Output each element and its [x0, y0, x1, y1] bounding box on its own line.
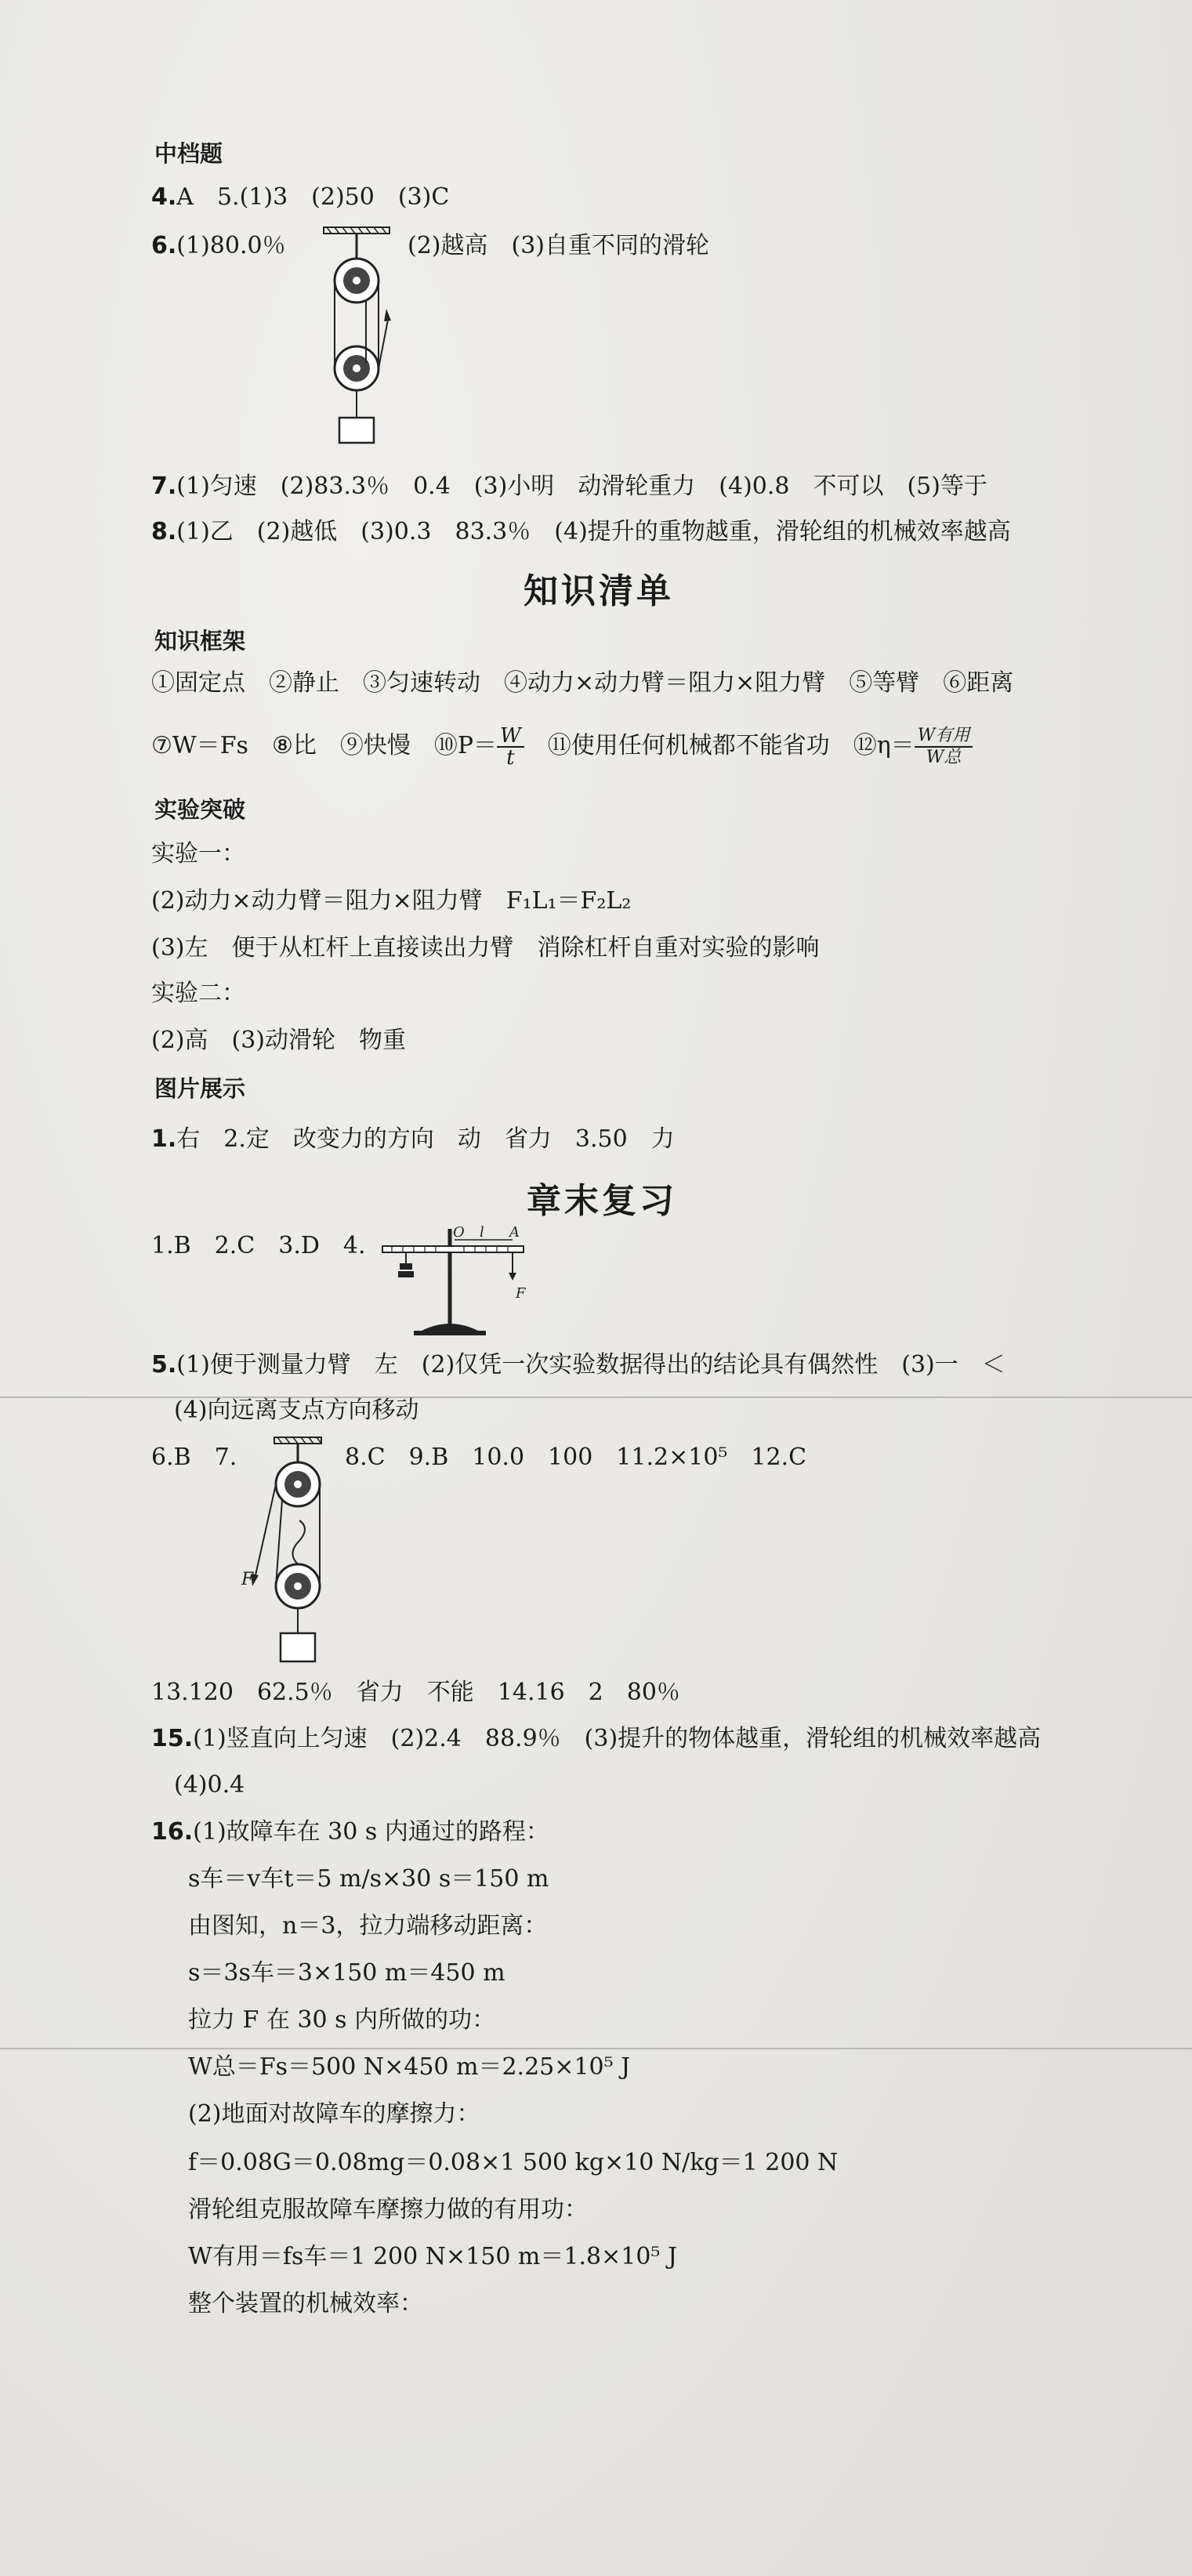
- efficiency-fraction: [915, 726, 973, 768]
- section-heading-mid: 中档题: [154, 140, 223, 167]
- solution-line: s车＝v车t＝5 m/s×30 s＝150 m: [188, 1865, 549, 1893]
- solution-line: 拉力 F 在 30 s 内所做的功：: [188, 2006, 496, 2034]
- experiment-2-line-a: (2)高 (3)动滑轮 物重: [151, 1027, 406, 1054]
- experiment-2-label: 实验二：: [151, 980, 245, 1007]
- picture-answers: [151, 1124, 675, 1155]
- experiment-1-line-a: (2)动力×动力臂＝阻力×阻力臂 F₁L₁＝F₂L₂: [151, 887, 632, 915]
- label-a: A: [509, 1224, 520, 1241]
- answer-text: (1)竖直向上匀速 (2)2.4 88.9％ (3)提升的物体越重，滑轮组的机械效率越高: [193, 1725, 1042, 1752]
- experiment-1-line-b: (3)左 便于从杠杆上直接读出力臂 消除杠杆自重对实验的影响: [151, 934, 820, 962]
- answer-line-q5-cont: (4)向远离支点方向移动: [174, 1397, 419, 1424]
- solution-line: W总＝Fs＝500 N×450 m＝2.25×10⁵ J: [188, 2053, 631, 2081]
- question-number: 15.: [151, 1725, 194, 1752]
- question-number: 6.: [151, 232, 177, 259]
- label-f: F: [241, 1570, 254, 1589]
- solution-line: s＝3s车＝3×150 m＝450 m: [188, 1959, 505, 1987]
- label-l: l: [480, 1224, 484, 1241]
- fraction-denominator: t: [506, 746, 515, 770]
- answer-text: A 5.(1)3 (2)50 (3)C: [176, 183, 450, 211]
- solution-line: (2)地面对故障车的摩擦力：: [188, 2100, 480, 2128]
- answer-line-q13-14: 13.120 62.5％ 省力 不能 14.16 2 80％: [151, 1679, 680, 1706]
- power-fraction: [497, 726, 524, 768]
- question-number: 16.: [151, 1818, 194, 1846]
- answer-line-q8-12: 8.C 9.B 10.0 100 11.2×10⁵ 12.C: [345, 1444, 807, 1471]
- answer-line-q4-5: [151, 182, 449, 213]
- lever-figure-q4: [375, 1224, 539, 1342]
- framework-row-2-text-b: ⑪使用任何机械都不能省功 ⑫η＝: [524, 732, 915, 759]
- subsection-heading-experiments: 实验突破: [154, 796, 246, 823]
- question-number: 4.: [151, 183, 177, 211]
- solution-line: W有用＝fs车＝1 200 N×150 m＝1.8×10⁵ J: [188, 2243, 677, 2270]
- answer-line-q5: [151, 1350, 1005, 1381]
- question-number: 1.: [151, 1125, 177, 1153]
- subsection-heading-pictures: 图片展示: [154, 1075, 246, 1102]
- answer-text: (1)乙 (2)越低 (3)0.3 83.3％ (4)提升的重物越重，滑轮组的机械效率越高: [176, 518, 1011, 545]
- subsection-heading-framework: 知识框架: [154, 628, 246, 654]
- label-o: O: [453, 1224, 465, 1241]
- answer-text: (1)故障车在 30 s 内通过的路程：: [193, 1818, 549, 1846]
- answer-line-q16: [151, 1817, 549, 1848]
- answer-line-q6: [151, 230, 286, 262]
- experiment-1-label: 实验一：: [151, 840, 245, 868]
- answer-text: (1)匀速 (2)83.3％ 0.4 (3)小明 动滑轮重力 (4)0.8 不可以 (5)等于: [176, 473, 987, 500]
- answer-line-q15: [151, 1723, 1041, 1755]
- answer-line-q7: [151, 471, 987, 502]
- answer-text: (1)80.0％: [176, 232, 286, 259]
- answer-text: 右 2.定 改变力的方向 动 省力 3.50 力: [176, 1125, 675, 1153]
- answer-line-q8: [151, 516, 1011, 548]
- solution-line: 整个装置的机械效率：: [188, 2290, 423, 2317]
- pulley-figure-q7: [235, 1436, 329, 1671]
- question-number: 8.: [151, 518, 177, 545]
- solution-line: 由图知，n＝3，拉力端移动距离：: [188, 1912, 548, 1940]
- fraction-numerator: W有用: [915, 726, 973, 748]
- pulley-figure-q6: [317, 226, 396, 453]
- solution-line: 滑轮组克服故障车摩擦力做的有用功：: [188, 2196, 588, 2223]
- section-title-review: 章末复习: [527, 1181, 677, 1221]
- page-seam: [0, 2048, 1192, 2049]
- answer-line-q1-4: 1.B 2.C 3.D 4.: [151, 1232, 366, 1259]
- question-number: 5.: [151, 1351, 177, 1379]
- answer-text: (1)便于测量力臂 左 (2)仅凭一次实验数据得出的结论具有偶然性 (3)一 ＜: [176, 1351, 1005, 1379]
- label-f: F: [516, 1285, 526, 1302]
- framework-row-1: ①固定点 ②静止 ③匀速转动 ④动力×动力臂＝阻力×阻力臂 ⑤等臂 ⑥距离: [151, 669, 1014, 697]
- framework-row-2: [151, 723, 973, 770]
- fraction-numerator: W: [497, 726, 524, 748]
- answer-line-q15-cont: (4)0.4: [174, 1771, 245, 1799]
- solution-line: f＝0.08G＝0.08mg＝0.08×1 500 kg×10 N/kg＝1 200 N: [188, 2149, 839, 2176]
- section-title-knowledge: 知识清单: [524, 571, 674, 611]
- question-number: 7.: [151, 473, 177, 500]
- answer-line-q6-rest: (2)越高 (3)自重不同的滑轮: [408, 232, 709, 259]
- answer-line-q6-7: 6.B 7.: [151, 1444, 237, 1471]
- fraction-denominator: W总: [926, 748, 962, 767]
- framework-row-2-text: ⑦W＝Fs ⑧比 ⑨快慢 ⑩P＝: [151, 732, 498, 759]
